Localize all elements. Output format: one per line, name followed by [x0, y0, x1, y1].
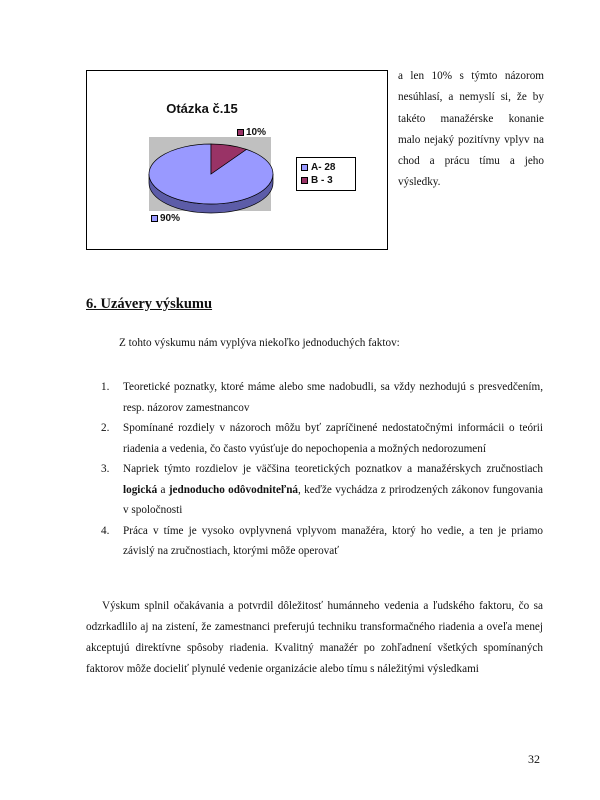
list-item: [101, 459, 543, 521]
bold-term-odovodnitelna: jednoducho odôvodniteľná: [168, 483, 299, 496]
list-item-text-part: Napriek týmto rozdielov je väčšina teoretických poznatkov a manažérskych zručnostiach: [123, 463, 543, 475]
page-number: 32: [528, 752, 540, 766]
list-item-text: Spomínané rozdiely v názoroch môžu byť zapríčinené nedostatočnými informácii o teórii riadenia a vedenia, čo často vyúsťuje do nepochopenia a možných nedorozumení: [123, 422, 543, 455]
list-item-text: [123, 459, 543, 521]
intro-paragraph: Z tohto výskumu nám vyplýva niekoľko jednoduchých faktov:: [119, 337, 400, 349]
chart-legend: [296, 157, 356, 191]
list-item: [101, 418, 543, 459]
list-item: [101, 521, 543, 562]
legend-swatch-b: [301, 177, 308, 184]
bold-term-logicka: logická: [123, 483, 158, 496]
list-item-text: Práca v tíme je vysoko ovplyvnená vplyvom manažéra, ktorý ho vedie, a ten je priamo závislý na zručnostiach, ktorými môže operovať: [123, 524, 543, 557]
legend-item-b: [301, 174, 351, 187]
list-item-number: 4.: [101, 524, 110, 537]
pie-chart-frame: [86, 70, 388, 250]
slice-a-label: [151, 213, 180, 224]
slice-b-percent: 10%: [246, 127, 267, 138]
list-item-text-part: , keďže vychádza z prirodzených zákonov fungovania v spoločnosti: [123, 483, 544, 516]
legend-swatch-a: [301, 164, 308, 171]
findings-list: [101, 377, 543, 562]
legend-label-b: B - 3: [311, 175, 333, 186]
list-item-number: 1.: [101, 381, 110, 393]
section-heading: 6. Uzávery výskumu: [86, 296, 213, 312]
list-item-number: 2.: [101, 422, 110, 434]
list-item: [101, 377, 543, 418]
slice-a-percent: 90%: [160, 213, 181, 224]
slice-b-swatch: [237, 129, 244, 136]
slice-b-label: [237, 127, 266, 138]
slice-a-swatch: [151, 215, 158, 222]
list-item-text-part: a: [157, 483, 169, 496]
chart-side-paragraph: a len 10% s týmto názorom nesúhlasí, a nemyslí si, že by takéto manažérske konanie malo nejaký pozitívny vplyv na chod a prácu tímu a jeho výsledky.: [398, 70, 544, 189]
list-item-number: 3.: [101, 463, 110, 475]
legend-item-a: [301, 161, 351, 174]
list-item-text: Teoretické poznatky, ktoré máme alebo sme nadobudli, sa vždy nezhodujú s presvedčením, resp. názorov zamestnancov: [123, 381, 543, 414]
chart-title: Otázka č.15: [166, 101, 238, 116]
legend-label-a: A- 28: [311, 162, 336, 173]
closing-paragraph: Výskum splnil očakávania a potvrdil dôležitosť humánneho vedenia a ľudského faktoru, čo sa odzrkadlilo aj na zistení, že zamestnanci preferujú techniku transformačného riadenia a oveľa menej akceptujú direktívne spôsoby riadenia. Kvalitný manažér po zohľadnení všetkých spomínaných faktorov môže docieliť plynulé vedenie organizácie alebo tímu s náležitými výsledkami: [86, 600, 543, 675]
